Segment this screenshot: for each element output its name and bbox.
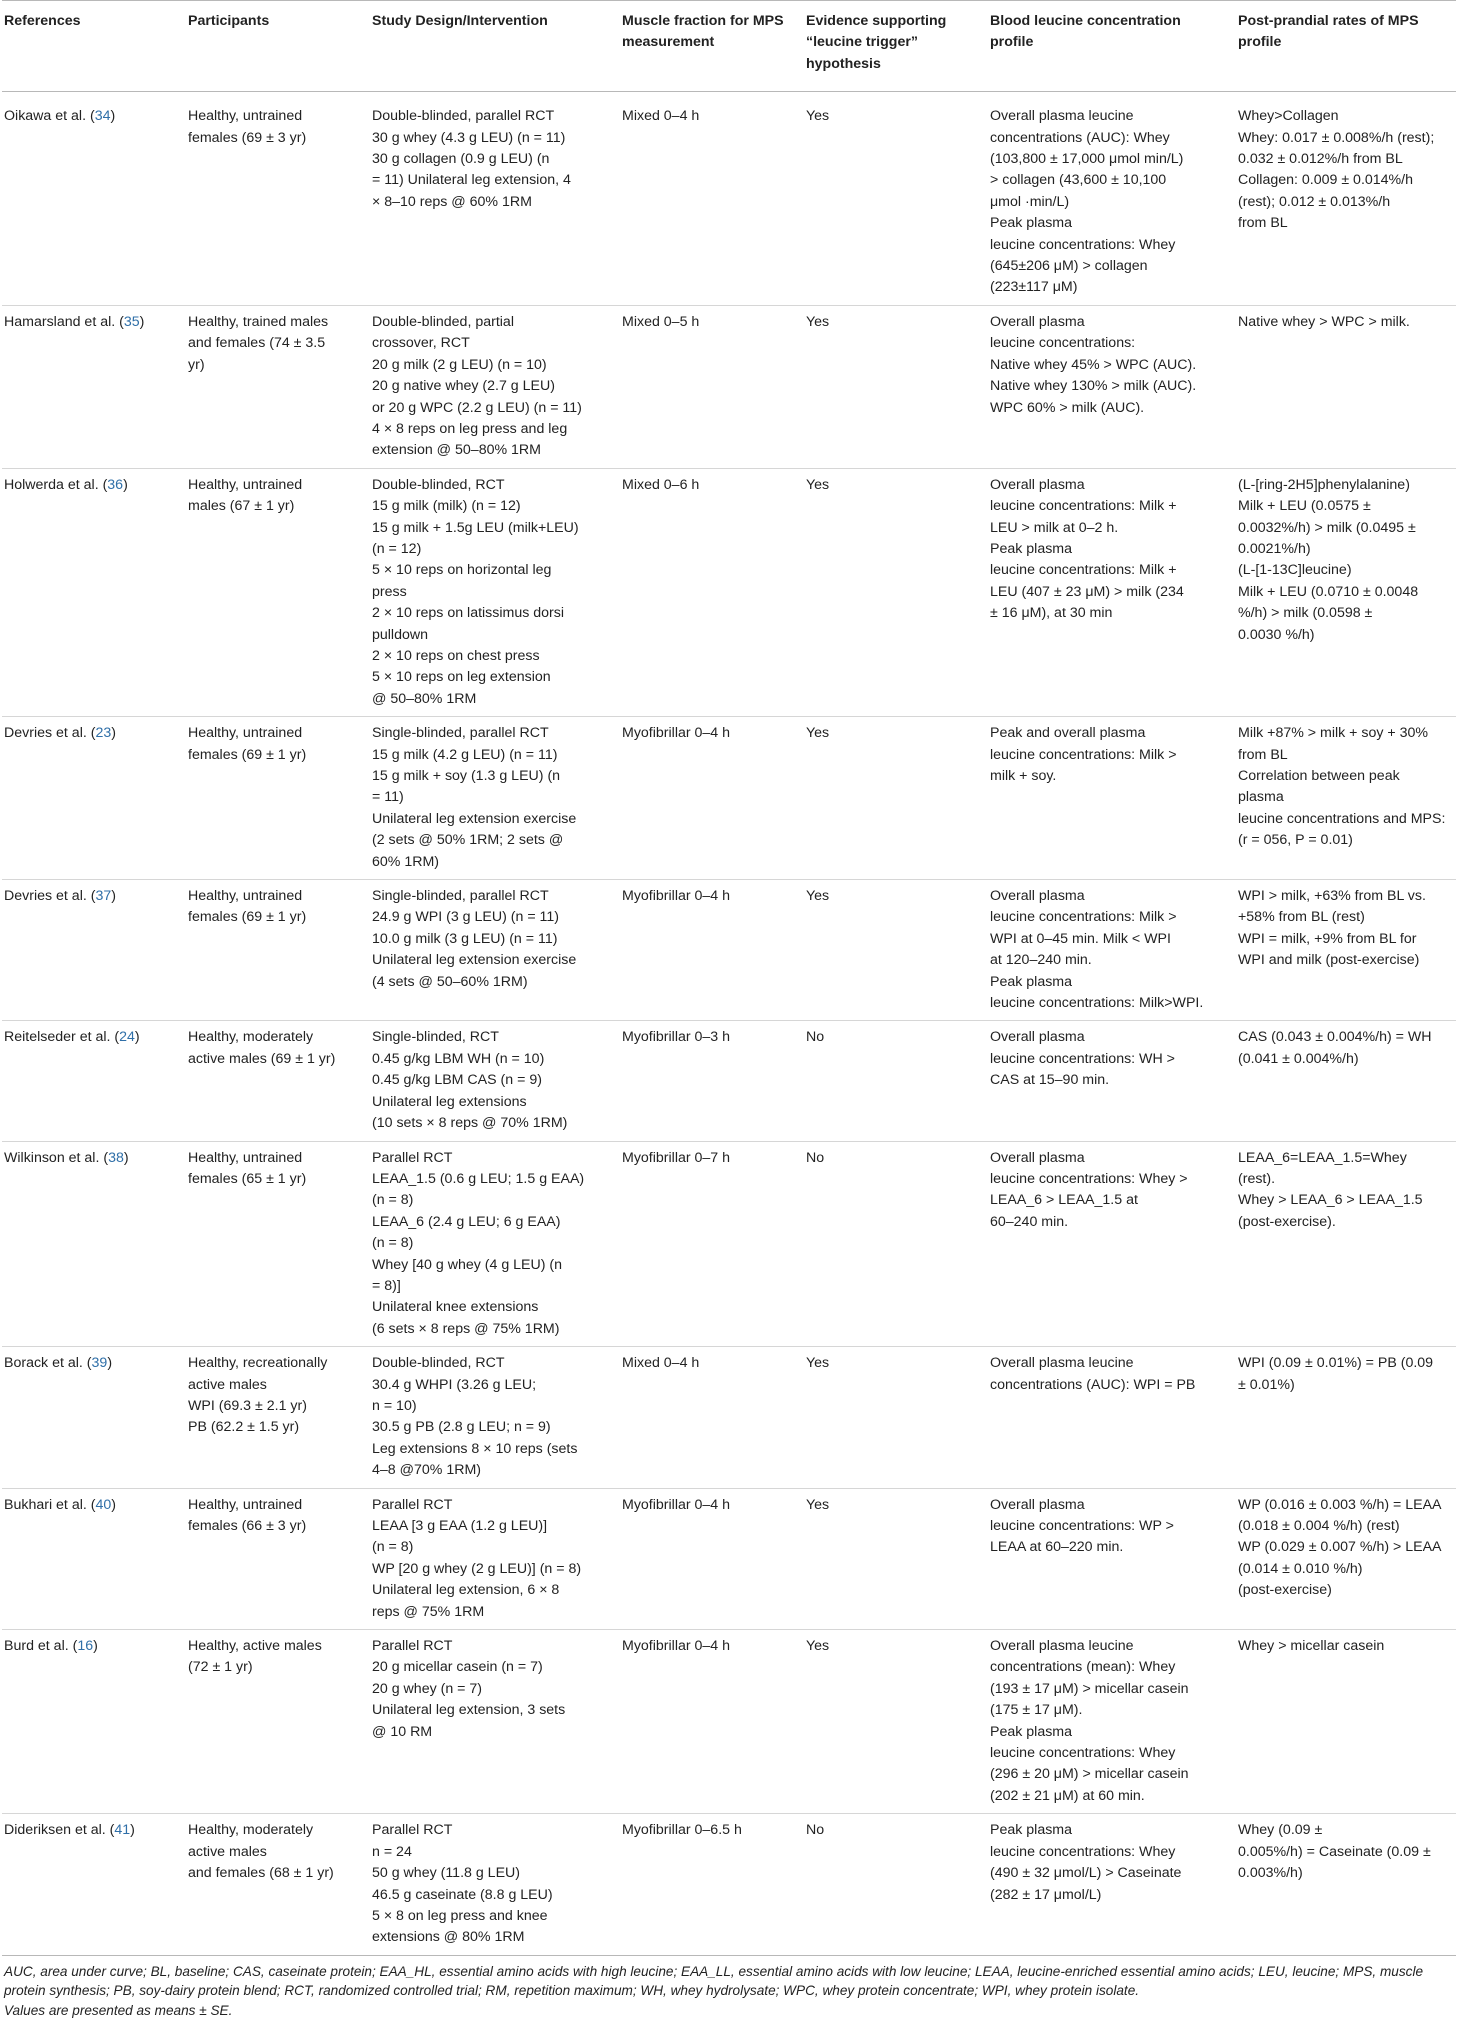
muscle-fraction-cell: Myofibrillar 0–4 h [620,1630,804,1814]
table-row [2,1021,1456,1141]
participants-cell: Healthy, active males (72 ± 1 yr) [186,1630,370,1814]
reference-cell [2,717,186,880]
reference-author: Oikawa et al. ( [4,108,95,125]
citation-link[interactable]: 37 [95,888,112,905]
reference-author: Wilkinson et al. ( [4,1149,109,1166]
reference-cell [2,92,186,306]
citation-close: ) [111,888,116,905]
leucine-profile-cell: Overall plasma leucine concentrations: Milk > WPI at 0–45 min. Milk < WPI at 120–240 min. Peak plasma leucine concentrations: Milk>WPI. [988,880,1236,1021]
muscle-fraction-cell: Mixed 0–4 h [620,1347,804,1488]
citation-close: ) [130,1822,135,1839]
table-row [2,880,1456,1021]
reference-cell [2,880,186,1021]
leucine-profile-cell: Overall plasma leucine concentrations: WH > CAS at 15–90 min. [988,1021,1236,1141]
mps-profile-cell: WPI (0.09 ± 0.01%) = PB (0.09 ± 0.01%) [1236,1347,1456,1488]
reference-cell [2,1488,186,1629]
header-study-design: Study Design/Intervention [370,1,620,92]
reference-cell [2,305,186,468]
participants-cell: Healthy, untrained males (67 ± 1 yr) [186,468,370,716]
table-header [2,1,1456,92]
table-row [2,1630,1456,1814]
header-leucine-profile: Blood leucine concentration profile [988,1,1236,92]
header-references: References [2,1,186,92]
study-design-cell: Single-blinded, RCT 0.45 g/kg LBM WH (n = 10) 0.45 g/kg LBM CAS (n = 9) Unilateral leg extensions (10 sets × 8 reps @ 70% 1RM) [370,1021,620,1141]
header-participants: Participants [186,1,370,92]
table-row [2,468,1456,716]
header-row [2,1,1456,92]
leucine-profile-cell: Peak plasma leucine concentrations: Whey (490 ± 32 μmol/L) > Caseinate (282 ± 17 μmol/L) [988,1814,1236,1955]
table-row [2,1141,1456,1347]
header-muscle-fraction: Muscle fraction for MPS measurement [620,1,804,92]
citation-close: ) [93,1638,98,1655]
mps-profile-cell: Milk +87% > milk + soy + 30% from BL Correlation between peak plasma leucine concentrations and MPS: (r = 056, P = 0.01) [1236,717,1456,880]
study-design-cell: Double-blinded, RCT 15 g milk (milk) (n = 12) 15 g milk + 1.5g LEU (milk+LEU) (n = 12) 5 × 10 reps on horizontal leg press 2 × 10 reps on latissimus dorsi pulldown 2 × 10 reps on chest press 5 × 10 reps on leg extension @ 50–80% 1RM [370,468,620,716]
citation-link[interactable]: 41 [114,1822,131,1839]
study-design-cell: Double-blinded, partial crossover, RCT 20 g milk (2 g LEU) (n = 10) 20 g native whey (2.7 g LEU) or 20 g WPC (2.2 g LEU) (n = 11) 4 × 8 reps on leg press and leg extension @ 50–80% 1RM [370,305,620,468]
table-row [2,1347,1456,1488]
study-design-cell: Parallel RCT LEAA_1.5 (0.6 g LEU; 1.5 g EAA) (n = 8) LEAA_6 (2.4 g LEU; 6 g EAA) (n = 8) Whey [40 g whey (4 g LEU) (n = 8)] Unilateral knee extensions (6 sets × 8 reps @ 75% 1RM) [370,1141,620,1347]
abbreviations-footnote: AUC, area under curve; BL, baseline; CAS, caseinate protein; EAA_HL, essential amino acids with high leucine; EAA_LL, essential amino acids with low leucine; LEAA, leucine-enriched essential amino acids; LEU, leucine; MPS, muscle protein synthesis; PB, soy-dairy protein blend; RCT, randomized controlled trial; RM, repetition maximum; WH, whey hydrolysate; WPC, whey protein concentrate; WPI, whey protein isolate. [4,1963,1424,1999]
reference-cell [2,468,186,716]
table-row [2,305,1456,468]
leucine-profile-cell: Peak and overall plasma leucine concentrations: Milk > milk + soy. [988,717,1236,880]
reference-cell [2,1630,186,1814]
table-footnote [2,1955,1456,2021]
citation-close: ) [111,725,116,742]
participants-cell: Healthy, untrained females (69 ± 1 yr) [186,717,370,880]
leucine-profile-cell: Overall plasma leucine concentrations: Milk + LEU > milk at 0–2 h. Peak plasma leucine concentrations: Milk + LEU (407 ± 23 μM) > milk (234 ± 16 μM), at 30 min [988,468,1236,716]
muscle-fraction-cell: Myofibrillar 0–7 h [620,1141,804,1347]
citation-close: ) [123,476,128,493]
reference-author: Borack et al. ( [4,1355,92,1372]
evidence-cell: Yes [804,717,988,880]
citation-link[interactable]: 38 [108,1149,124,1166]
muscle-fraction-cell: Mixed 0–5 h [620,305,804,468]
evidence-cell: Yes [804,468,988,716]
muscle-fraction-cell: Myofibrillar 0–3 h [620,1021,804,1141]
leucine-profile-cell: Overall plasma leucine concentrations (AUC): Whey (103,800 ± 17,000 μmol min/L) > collagen (43,600 ± 10,100 μmol ·min/L) Peak plasma leucine concentrations: Whey (645±206 μM) > collagen (223±117 μM) [988,92,1236,306]
evidence-cell: No [804,1021,988,1141]
evidence-cell: Yes [804,880,988,1021]
mps-profile-cell: (L-[ring-2H5]phenylalanine) Milk + LEU (0.0575 ± 0.0032%/h) > milk (0.0495 ± 0.0021%/h) (L-[1-13C]leucine) Milk + LEU (0.0710 ± 0.0048 %/h) > milk (0.0598 ± 0.0030 %/h) [1236,468,1456,716]
citation-close: ) [123,1149,129,1166]
mps-profile-cell: Whey>Collagen Whey: 0.017 ± 0.008%/h (rest); 0.032 ± 0.012%/h from BL Collagen: 0.009 ± 0.014%/h (rest); 0.012 ± 0.013%/h from BL [1236,92,1456,306]
citation-close: ) [107,1355,113,1372]
muscle-fraction-cell: Myofibrillar 0–4 h [620,1488,804,1629]
participants-cell: Healthy, moderately active males and females (68 ± 1 yr) [186,1814,370,1955]
citation-link[interactable]: 40 [95,1496,112,1513]
participants-cell: Healthy, moderately active males (69 ± 1 yr) [186,1021,370,1141]
table-row [2,1814,1456,1955]
citation-close: ) [139,313,145,330]
mps-profile-cell: WPI > milk, +63% from BL vs. +58% from BL (rest) WPI = milk, +9% from BL for WPI and milk (post-exercise) [1236,880,1456,1021]
participants-cell: Healthy, untrained females (66 ± 3 yr) [186,1488,370,1629]
table-row [2,1488,1456,1629]
mps-profile-cell: LEAA_6=LEAA_1.5=Whey (rest). Whey > LEAA_6 > LEAA_1.5 (post-exercise). [1236,1141,1456,1347]
header-mps-profile: Post-prandial rates of MPS profile [1236,1,1456,92]
citation-link[interactable]: 34 [94,108,111,125]
table-row [2,92,1456,306]
study-design-cell: Parallel RCT 20 g micellar casein (n = 7) 20 g whey (n = 7) Unilateral leg extension, 3 sets @ 10 RM [370,1630,620,1814]
evidence-cell: Yes [804,305,988,468]
reference-author: Holwerda et al. ( [4,476,108,493]
mps-profile-cell: Native whey > WPC > milk. [1236,305,1456,468]
evidence-cell: Yes [804,1630,988,1814]
reference-cell [2,1141,186,1347]
reference-author: Bukhari et al. ( [4,1496,96,1513]
study-design-cell: Double-blinded, RCT 30.4 g WHPI (3.26 g LEU; n = 10) 30.5 g PB (2.8 g LEU; n = 9) Leg extensions 8 × 10 reps (sets 4–8 @70% 1RM) [370,1347,620,1488]
reference-author: Devries et al. ( [4,888,96,905]
evidence-cell: No [804,1141,988,1347]
reference-author: Reitelseder et al. ( [4,1029,120,1046]
participants-cell: Healthy, recreationally active males WPI (69.3 ± 2.1 yr) PB (62.2 ± 1.5 yr) [186,1347,370,1488]
leucine-profile-cell: Overall plasma leucine concentrations (AUC): WPI = PB [988,1347,1236,1488]
table-container [2,0,1456,2021]
study-design-cell: Double-blinded, parallel RCT 30 g whey (4.3 g LEU) (n = 11) 30 g collagen (0.9 g LEU) (n = 11) Unilateral leg extension, 4 × 8–10 reps @ 60% 1RM [370,92,620,306]
study-design-cell: Single-blinded, parallel RCT 15 g milk (4.2 g LEU) (n = 11) 15 g milk + soy (1.3 g LEU) (n = 11) Unilateral leg extension exercise (2 sets @ 50% 1RM; 2 sets @ 60% 1RM) [370,717,620,880]
participants-cell: Healthy, untrained females (69 ± 3 yr) [186,92,370,306]
reference-author: Burd et al. ( [4,1638,78,1655]
mps-profile-cell: CAS (0.043 ± 0.004%/h) = WH (0.041 ± 0.004%/h) [1236,1021,1456,1141]
muscle-fraction-cell: Mixed 0–6 h [620,468,804,716]
citation-close: ) [110,108,116,125]
studies-table [2,0,1456,1956]
evidence-cell: Yes [804,1488,988,1629]
muscle-fraction-cell: Myofibrillar 0–4 h [620,880,804,1021]
citation-close: ) [134,1029,140,1046]
values-footnote: Values are presented as means ± SE. [4,2002,233,2018]
participants-cell: Healthy, untrained females (69 ± 1 yr) [186,880,370,1021]
evidence-cell: Yes [804,92,988,306]
study-design-cell: Parallel RCT n = 24 50 g whey (11.8 g LEU) 46.5 g caseinate (8.8 g LEU) 5 × 8 on leg press and knee extensions @ 80% 1RM [370,1814,620,1955]
header-evidence: Evidence supporting “leucine trigger” hypothesis [804,1,988,92]
muscle-fraction-cell: Myofibrillar 0–6.5 h [620,1814,804,1955]
reference-author: Hamarsland et al. ( [4,313,124,330]
reference-cell [2,1021,186,1141]
mps-profile-cell: Whey > micellar casein [1236,1630,1456,1814]
table-row [2,717,1456,880]
reference-cell [2,1347,186,1488]
mps-profile-cell: WP (0.016 ± 0.003 %/h) = LEAA (0.018 ± 0.004 %/h) (rest) WP (0.029 ± 0.007 %/h) > LEAA (0.014 ± 0.010 %/h) (post-exercise) [1236,1488,1456,1629]
participants-cell: Healthy, trained males and females (74 ± 3.5 yr) [186,305,370,468]
study-design-cell: Single-blinded, parallel RCT 24.9 g WPI (3 g LEU) (n = 11) 10.0 g milk (3 g LEU) (n = 11) Unilateral leg extension exercise (4 sets @ 50–60% 1RM) [370,880,620,1021]
leucine-profile-cell: Overall plasma leucine concentrations: Native whey 45% > WPC (AUC). Native whey 130% > milk (AUC). WPC 60% > milk (AUC). [988,305,1236,468]
citation-link[interactable]: 36 [107,476,124,493]
reference-cell [2,1814,186,1955]
reference-author: Devries et al. ( [4,725,96,742]
reference-author: Dideriksen et al. ( [4,1822,115,1839]
evidence-cell: No [804,1814,988,1955]
citation-link[interactable]: 16 [77,1638,94,1655]
participants-cell: Healthy, untrained females (65 ± 1 yr) [186,1141,370,1347]
citation-link[interactable]: 39 [91,1355,108,1372]
mps-profile-cell: Whey (0.09 ± 0.005%/h) = Caseinate (0.09 ± 0.003%/h) [1236,1814,1456,1955]
citation-close: ) [111,1496,116,1513]
table-body [2,92,1456,1956]
muscle-fraction-cell: Mixed 0–4 h [620,92,804,306]
leucine-profile-cell: Overall plasma leucine concentrations (mean): Whey (193 ± 17 μM) > micellar casein (175 ± 17 μM). Peak plasma leucine concentrations: Whey (296 ± 20 μM) > micellar casein (202 ± 21 μM) at 60 min. [988,1630,1236,1814]
leucine-profile-cell: Overall plasma leucine concentrations: Whey > LEAA_6 > LEAA_1.5 at 60–240 min. [988,1141,1236,1347]
citation-link[interactable]: 23 [95,725,112,742]
citation-link[interactable]: 24 [119,1029,135,1046]
evidence-cell: Yes [804,1347,988,1488]
muscle-fraction-cell: Myofibrillar 0–4 h [620,717,804,880]
citation-link[interactable]: 35 [123,313,140,330]
leucine-profile-cell: Overall plasma leucine concentrations: WP > LEAA at 60–220 min. [988,1488,1236,1629]
study-design-cell: Parallel RCT LEAA [3 g EAA (1.2 g LEU)] (n = 8) WP [20 g whey (2 g LEU)] (n = 8) Unilateral leg extension, 6 × 8 reps @ 75% 1RM [370,1488,620,1629]
